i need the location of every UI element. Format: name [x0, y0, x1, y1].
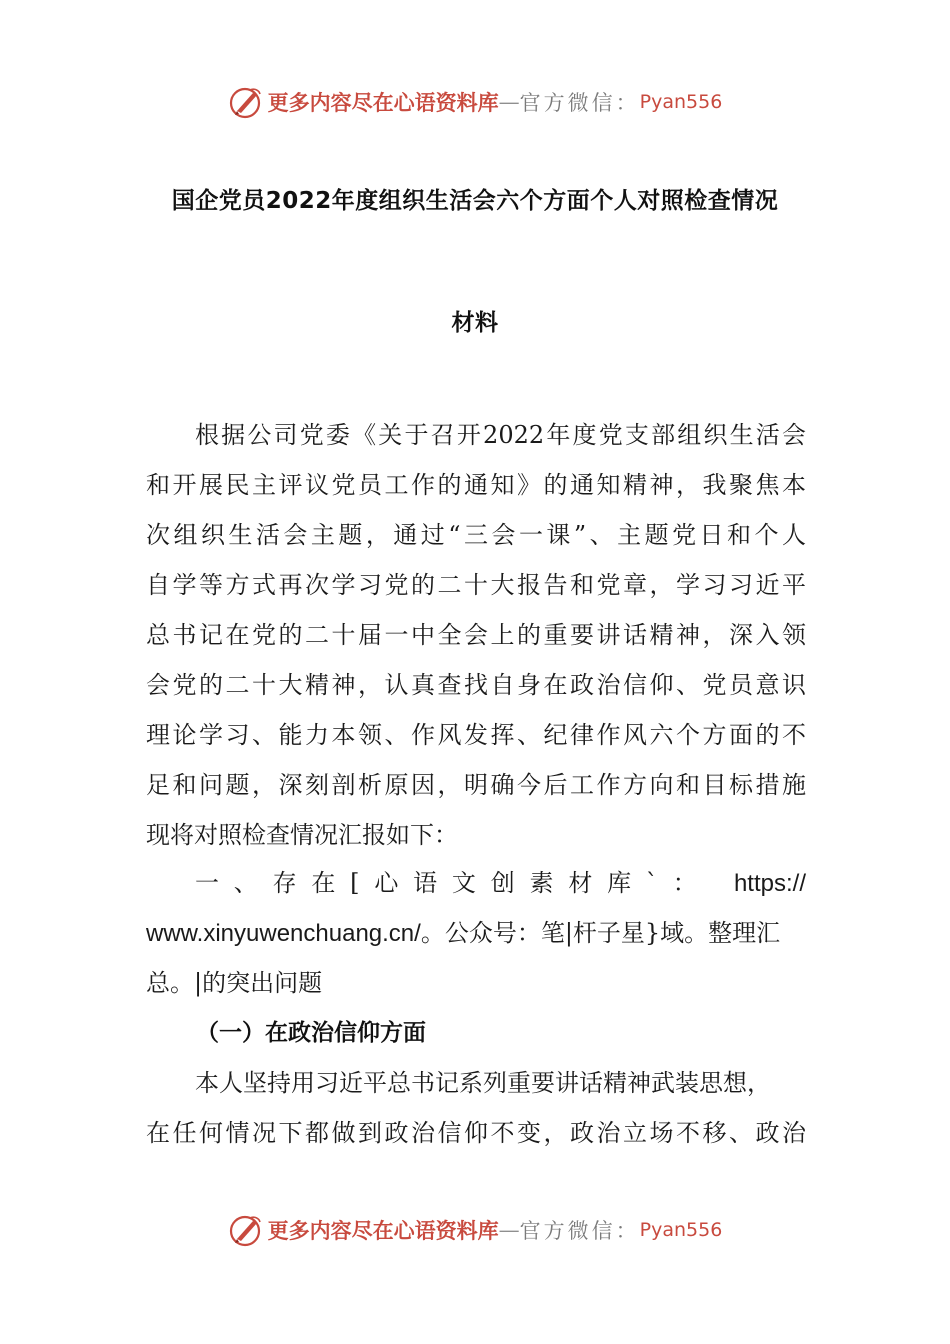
banner-main-text: 更多内容尽在心语资料库: [267, 1218, 499, 1243]
section1-line3: 总。|的突出问题: [146, 969, 323, 997]
pen-logo-icon: [228, 1212, 264, 1248]
para1-line: 会党的二十大精神，认真查找自身在政治信仰、党员意识: [146, 671, 806, 699]
para1-line: 根据公司党委《关于召开2022年度党支部组织生活会: [195, 421, 806, 449]
banner-official-label: 官方微信：: [519, 91, 640, 115]
section1-line2: [146, 916, 806, 950]
section1-line1-text: 一、存在[心语文创素材库`：: [195, 869, 712, 897]
banner-dash: —: [498, 90, 520, 114]
banner-main-text: 更多内容尽在心语资料库: [267, 90, 499, 115]
para1-line: 和开展民主评议党员工作的通知》的通知精神，我聚焦本: [146, 471, 806, 499]
para2-line: 在任何情况下都做到政治信仰不变，政治立场不移、政治: [146, 1119, 806, 1147]
footer-watermark-banner: [0, 1210, 950, 1250]
section1-url-part1: https://: [733, 870, 806, 897]
banner-dash: —: [498, 1218, 520, 1242]
para1-line: 足和问题，深刻剖析原因，明确今后工作方向和目标措施: [146, 771, 806, 799]
para1-line: 总书记在党的二十届一中全会上的重要讲话精神，深入领: [146, 621, 806, 649]
section1-url-part2: www.xinyuwenchuang.cn/: [146, 920, 421, 947]
pen-logo-icon: [228, 84, 264, 120]
para1-line: 理论学习、能力本领、作风发挥、纪律作风六个方面的不: [146, 721, 806, 749]
para1-line: 现将对照检查情况汇报如下：: [146, 821, 458, 849]
banner-wechat-id: Pyan556: [639, 91, 723, 113]
section1-line2-text: 。公众号：笔|杆子星}域。整理汇: [420, 919, 781, 947]
banner-wechat-id: Pyan556: [639, 1219, 723, 1241]
header-watermark-banner: [0, 82, 950, 122]
para2-line: 本人坚持用习近平总书记系列重要讲话精神武装思想，: [195, 1069, 771, 1097]
para1-line: 自学等方式再次学习党的二十大报告和党章，学习习近平: [146, 571, 806, 599]
document-title-line2: 材料: [451, 310, 499, 336]
banner-official-label: 官方微信：: [519, 1219, 640, 1243]
document-title-line1: 国企党员2022年度组织生活会六个方面个人对照检查情况: [171, 188, 779, 214]
subheading-political-belief: （一）在政治信仰方面: [196, 1020, 426, 1046]
para1-line: 次组织生活会主题，通过“三会一课”、主题党日和个人: [146, 521, 806, 549]
section1-line1: [195, 866, 806, 900]
